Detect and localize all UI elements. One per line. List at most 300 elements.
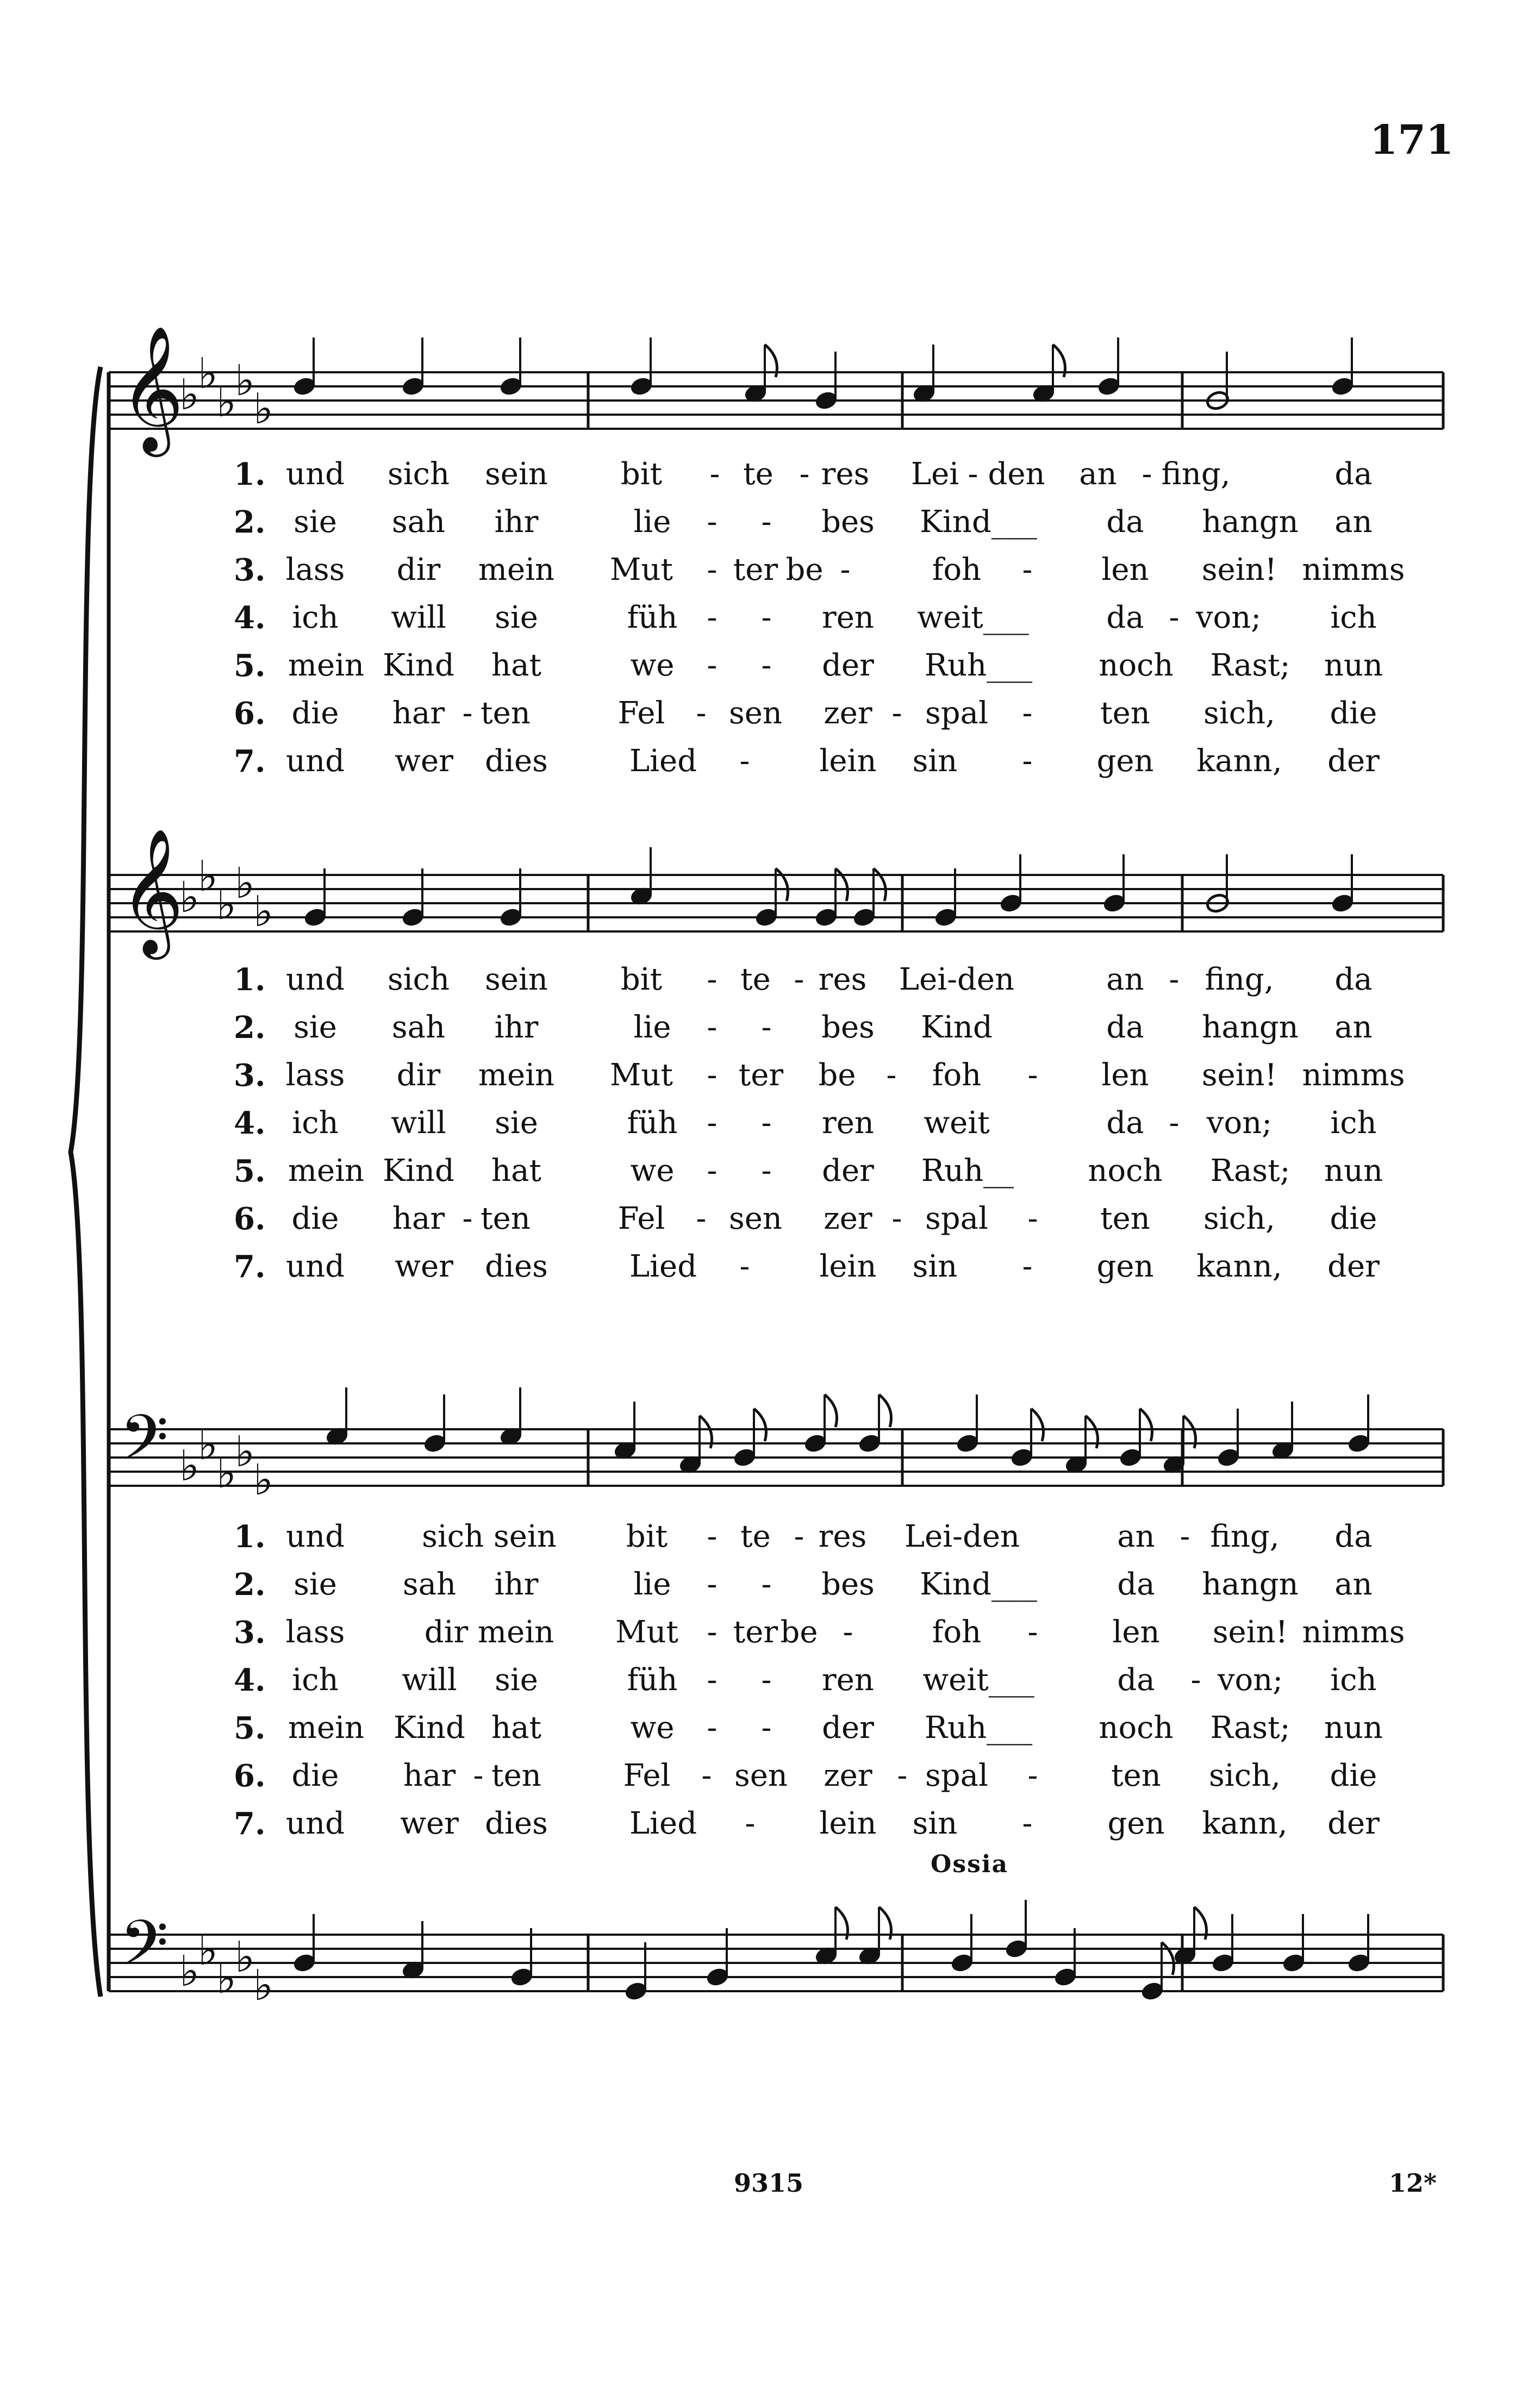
lyric-syllable: von;: [1206, 1105, 1273, 1141]
lyric-syllable: lie: [633, 1567, 671, 1602]
lyric-syllable: Lei-den: [904, 1519, 1020, 1554]
lyric-syllable: -: [843, 1615, 853, 1650]
lyric-syllable: sich,: [1203, 1201, 1275, 1236]
lyric-syllable: sah: [402, 1567, 457, 1602]
flat-icon: ♭: [179, 1442, 199, 1491]
lyric-syllable: sich: [387, 456, 450, 492]
verse-number: 4.: [234, 600, 266, 636]
note-flag: [874, 868, 886, 901]
flat-icon: ♭: [235, 859, 255, 908]
lyric-syllable: die: [1330, 696, 1377, 731]
lyric-syllable: -: [473, 1758, 484, 1793]
lyric-syllable: -: [1180, 1519, 1190, 1554]
lyric-syllable: weit___: [917, 600, 1029, 635]
lyric-syllable: lein: [819, 1249, 877, 1284]
lyric-syllable: weit: [924, 1105, 990, 1141]
lyric-syllable: Ruh___: [924, 1710, 1033, 1746]
verse-number: 3.: [234, 1615, 266, 1650]
bass-staff-2: [109, 1900, 1443, 2010]
lyric-syllable: und: [286, 743, 345, 779]
lyric-syllable: bit: [626, 1519, 668, 1554]
lyric-syllable: -: [794, 1519, 804, 1554]
lyric-syllable: die: [291, 1758, 339, 1793]
lyric-syllable: sein!: [1201, 552, 1277, 587]
lyric-syllable: lein: [819, 743, 877, 779]
flat-icon: ♭: [216, 880, 236, 929]
verse-number: 7.: [234, 1806, 266, 1842]
lyric-syllable: hat: [491, 1153, 541, 1189]
lyric-syllable: der: [822, 1153, 874, 1189]
lyric-syllable: foh: [932, 552, 982, 587]
lyric-syllable: und: [286, 1806, 345, 1841]
lyric-syllable: Rast;: [1210, 1710, 1290, 1746]
lyric-syllable: hangn: [1202, 504, 1299, 540]
lyric-syllable: und: [286, 1519, 345, 1554]
verse-number: 2.: [234, 504, 266, 540]
verse-number: 3.: [234, 552, 266, 588]
lyric-syllable: füh: [627, 600, 678, 635]
lyric-syllable: nun: [1324, 1153, 1383, 1189]
lyric-syllable: ich: [1330, 600, 1377, 635]
lyric-syllable: we: [630, 648, 675, 683]
lyric-syllable: -: [761, 1567, 772, 1602]
lyric-syllable: Kind: [383, 1153, 454, 1189]
lyric-syllable: Fel: [617, 696, 665, 731]
lyric-syllable: -: [1027, 1758, 1038, 1793]
lyric-syllable: noch: [1099, 1710, 1174, 1746]
lyric-syllable: -: [761, 600, 772, 635]
lyric-syllable: sin: [912, 743, 958, 779]
lyric-syllable: Kind: [921, 1010, 993, 1045]
lyric-syllable: len: [1101, 552, 1149, 587]
lyric-syllable: ich: [292, 1105, 339, 1141]
lyric-syllable: -: [709, 456, 720, 492]
lyric-syllable: füh: [627, 1662, 678, 1698]
lyric-syllable: sich: [387, 962, 450, 997]
lyric-syllable: Mut: [610, 1058, 673, 1093]
lyric-syllable: -: [462, 696, 473, 731]
system-brace: [71, 367, 101, 1997]
lyric-syllable: da: [1106, 1105, 1144, 1141]
lyric-syllable: te: [740, 1519, 771, 1554]
verse-number: 2.: [234, 1010, 266, 1046]
flat-icon: ♭: [235, 1933, 255, 1982]
lyric-syllable: mein: [288, 1153, 365, 1189]
lyric-syllable: der: [822, 648, 874, 683]
lyric-syllable: sah: [391, 504, 446, 540]
lyric-syllable: will: [391, 1105, 446, 1141]
verse-number: 4.: [234, 1662, 266, 1698]
lyric-syllable: Kind: [394, 1710, 465, 1746]
lyric-syllable: wer: [395, 1249, 453, 1284]
lyric-syllable: da: [1334, 962, 1373, 997]
verse-number: 6.: [234, 1201, 266, 1237]
lyric-syllable: und: [286, 1249, 345, 1284]
lyric-syllable: -: [761, 1010, 772, 1045]
verse-number: 2.: [234, 1567, 266, 1603]
lyric-syllable: an: [1334, 504, 1373, 540]
lyric-syllable: spal: [925, 696, 988, 731]
lyric-syllable: sin: [912, 1806, 958, 1841]
verse-number: 6.: [234, 1758, 266, 1794]
lyric-syllable: -: [1142, 456, 1152, 492]
lyric-syllable: und: [286, 456, 345, 492]
lyric-syllable: die: [1330, 1758, 1377, 1793]
lyric-syllable: ten: [491, 1758, 541, 1793]
lyric-syllable: fing,: [1205, 962, 1274, 997]
lyric-syllable: -: [761, 1105, 772, 1141]
lyric-syllable: von;: [1195, 600, 1262, 635]
lyric-syllable: res: [821, 456, 870, 492]
lyric-syllable: hat: [491, 1710, 541, 1746]
lyric-syllable: Fel: [623, 1758, 671, 1793]
lyric-syllable: -: [707, 1153, 718, 1189]
lyric-syllable: der: [822, 1710, 874, 1746]
lyric-syllable: sein: [485, 962, 548, 997]
lyric-syllable: sie: [495, 1105, 538, 1141]
lyric-syllable: bit: [620, 456, 663, 492]
lyric-syllable: be: [818, 1058, 856, 1093]
verse-number: 5.: [234, 1710, 266, 1746]
lyric-syllable: da: [1334, 456, 1373, 492]
lyric-syllable: die: [1330, 1201, 1377, 1236]
lyric-syllable: die: [291, 696, 339, 731]
bass-clef-icon: 𝄢: [120, 1907, 169, 1996]
lyric-syllable: an: [1334, 1567, 1373, 1602]
verse-number: 5.: [234, 1153, 266, 1189]
lyric-syllable: -: [1022, 1249, 1033, 1284]
lyric-syllable: ich: [292, 600, 339, 635]
note-flag: [1031, 1409, 1044, 1441]
lyric-syllable: an: [1334, 1010, 1373, 1045]
verse-number: 1.: [234, 962, 266, 998]
lyric-syllable: sie: [495, 600, 538, 635]
lyric-syllable: dir: [396, 1058, 441, 1093]
lyric-syllable: bes: [821, 504, 875, 540]
lyric-syllable: -: [891, 1201, 902, 1236]
flat-icon: ♭: [253, 1961, 273, 2010]
lyric-syllable: nun: [1324, 648, 1383, 683]
lyric-syllable: an: [1079, 456, 1117, 492]
lyric-syllable: we: [630, 1153, 675, 1189]
lyric-syllable: Kind___: [920, 504, 1037, 540]
lyric-syllable: sen: [729, 696, 782, 731]
lyric-syllable: sie: [294, 1010, 337, 1045]
bass-staff-1: [109, 1387, 1443, 1505]
verse-number: 4.: [234, 1105, 266, 1141]
lyric-syllable: gen: [1107, 1806, 1165, 1841]
lyric-syllable: dies: [485, 743, 548, 779]
lyric-syllable: -: [707, 1662, 718, 1698]
lyric-syllable: ten: [1111, 1758, 1161, 1793]
lyric-syllable: foh: [932, 1058, 982, 1093]
lyric-syllable: zer: [824, 1758, 872, 1793]
lyric-syllable: -: [707, 552, 718, 587]
flat-icon: ♭: [253, 887, 273, 936]
lyric-syllable: -: [840, 552, 851, 587]
flat-icon: ♭: [198, 1926, 218, 1975]
lyric-syllable: -: [891, 696, 902, 731]
lyric-syllable: -: [1190, 1662, 1201, 1698]
flat-icon: ♭: [198, 349, 218, 398]
lyric-syllable: -: [761, 1153, 772, 1189]
lyric-syllable: -: [707, 1010, 718, 1045]
lyric-syllable: Ruh___: [924, 648, 1033, 683]
lyric-syllable: sen: [729, 1201, 782, 1236]
lyric-syllable: fing,: [1210, 1519, 1280, 1554]
lyric-syllable: ren: [822, 600, 874, 635]
lyric-syllable: Lied: [629, 1249, 697, 1284]
signature-mark: 12*: [1389, 2168, 1437, 2198]
lyric-syllable: har: [403, 1758, 456, 1793]
lyric-syllable: -: [707, 1058, 718, 1093]
lyric-syllable: sah: [391, 1010, 446, 1045]
lyric-syllable: sich,: [1203, 696, 1275, 731]
flat-icon: ♭: [216, 1954, 236, 2003]
treble-staff-1: [109, 325, 1443, 457]
lyric-syllable: Fel: [617, 1201, 665, 1236]
lyric-syllable: har: [392, 696, 445, 731]
lyric-syllable: sein!: [1201, 1058, 1277, 1093]
lyric-syllable: spal: [925, 1758, 988, 1793]
lyric-syllable: ihr: [494, 1010, 539, 1045]
lyric-syllable: -: [707, 1519, 718, 1554]
lyric-syllable: und: [286, 962, 345, 997]
lyric-syllable: kann,: [1196, 743, 1282, 779]
lyric-syllable: lein: [819, 1806, 877, 1841]
lyric-syllable: mein: [478, 552, 555, 587]
lyric-syllable: -: [1022, 1806, 1033, 1841]
lyric-syllable: lass: [285, 552, 345, 587]
lyric-syllable: ter: [738, 1058, 784, 1093]
lyric-syllable: -: [739, 1249, 750, 1284]
flat-icon: ♭: [198, 1421, 218, 1469]
lyric-syllable: -: [707, 504, 718, 540]
verse-number: 6.: [234, 696, 266, 731]
lyric-syllable: Rast;: [1210, 1153, 1290, 1189]
lyric-syllable: -: [897, 1758, 908, 1793]
lyric-syllable: lie: [633, 504, 671, 540]
lyric-syllable: mein: [478, 1058, 555, 1093]
lyric-syllable: sich sein: [422, 1519, 557, 1554]
lyric-syllable: Kind: [383, 648, 454, 683]
lyric-syllable: wer: [400, 1806, 459, 1841]
system-brace-and-barlines: [71, 367, 109, 1997]
lyric-syllable: -: [761, 504, 772, 540]
bass-clef-icon: 𝄢: [120, 1402, 169, 1490]
lyric-syllable: be: [785, 552, 824, 587]
flat-icon: ♭: [198, 852, 218, 901]
lyric-syllable: bes: [821, 1010, 875, 1045]
lyric-syllable: an: [1117, 1519, 1155, 1554]
lyric-syllable: -: [707, 962, 718, 997]
lyric-syllable: har: [392, 1201, 445, 1236]
verse-number: 5.: [234, 648, 266, 684]
lyric-syllable: will: [391, 600, 446, 635]
lyric-syllable: be: [780, 1615, 818, 1650]
lyric-syllable: -: [701, 1758, 712, 1793]
flat-icon: ♭: [253, 385, 273, 434]
treble-clef-icon: 𝄞: [120, 325, 184, 452]
lyric-syllable: foh: [932, 1615, 982, 1650]
lyric-syllable: fing,: [1161, 456, 1231, 492]
lyric-syllable: ten: [1100, 1201, 1150, 1236]
lyric-syllable: ich: [1330, 1662, 1377, 1698]
lyric-syllable: -: [707, 1105, 718, 1141]
lyric-syllable: noch: [1088, 1153, 1163, 1189]
lyric-syllable: -: [761, 1662, 772, 1698]
lyric-syllable: kann,: [1202, 1806, 1288, 1841]
lyric-syllable: füh: [627, 1105, 678, 1141]
lyric-syllable: hangn: [1202, 1010, 1299, 1045]
lyric-syllable: sen: [734, 1758, 788, 1793]
lyric-syllable: lass: [285, 1615, 345, 1650]
verse-number: 7.: [234, 1249, 266, 1285]
flat-icon: ♭: [235, 1428, 255, 1477]
lyric-syllable: kann,: [1196, 1249, 1282, 1284]
note-flag: [1140, 1409, 1152, 1441]
lyric-syllable: -: [696, 696, 707, 731]
lyric-syllable: -: [799, 456, 810, 492]
lyric-syllable: der: [1327, 1806, 1380, 1841]
lyric-syllable: hangn: [1202, 1567, 1299, 1602]
lyric-syllable: ter: [733, 1615, 778, 1650]
lyric-syllable: -: [707, 1615, 718, 1650]
lyric-syllable: ten: [481, 1201, 531, 1236]
lyric-syllable: sich,: [1209, 1758, 1281, 1793]
lyric-syllable: sie: [294, 504, 337, 540]
lyric-syllable: weit___: [922, 1662, 1034, 1698]
page-number: 171: [1370, 117, 1454, 164]
lyric-syllable: den: [988, 456, 1045, 492]
lyric-syllable: ich: [292, 1662, 339, 1698]
lyric-syllable: die: [291, 1201, 339, 1236]
lyric-syllable: -: [745, 1806, 756, 1841]
flat-icon: ♭: [179, 873, 199, 922]
lyric-syllable: gen: [1096, 1249, 1154, 1284]
lyric-syllable: dir mein: [424, 1615, 554, 1650]
lyric-syllable: ich: [1330, 1105, 1377, 1141]
lyric-syllable: an: [1106, 962, 1144, 997]
lyric-syllable: -: [1027, 1058, 1038, 1093]
lyric-syllable: sin: [912, 1249, 958, 1284]
note-flag: [1162, 1942, 1174, 1975]
flat-icon: ♭: [235, 356, 255, 405]
lyric-syllable: -: [1169, 600, 1180, 635]
lyric-syllable: -: [462, 1201, 473, 1236]
lyric-syllable: -: [707, 600, 718, 635]
lyric-syllable: -: [707, 1710, 718, 1746]
plate-number: 9315: [734, 2168, 804, 2198]
lyric-syllable: nimms: [1302, 1615, 1405, 1650]
lyric-syllable: da: [1117, 1567, 1155, 1602]
flat-icon: ♭: [179, 371, 199, 420]
lyric-syllable: da: [1106, 1010, 1144, 1045]
lyric-syllable: ihr: [494, 504, 539, 540]
lyric-syllable: bit: [620, 962, 663, 997]
lyric-syllable: der: [1327, 1249, 1380, 1284]
lyric-syllable: Rast;: [1210, 648, 1290, 683]
flat-icon: ♭: [216, 378, 236, 427]
lyric-syllable: te: [743, 456, 774, 492]
lyric-syllable: lie: [633, 1010, 671, 1045]
lyric-syllable: te: [740, 962, 771, 997]
lyric-syllable: -: [1169, 962, 1180, 997]
lyric-syllable: len: [1112, 1615, 1160, 1650]
lyric-syllable: ten: [481, 696, 531, 731]
lyric-syllable: nimms: [1302, 552, 1405, 587]
lyric-syllable: noch: [1099, 648, 1174, 683]
note-flag: [879, 1394, 891, 1427]
lyric-syllable: -: [761, 1710, 772, 1746]
lyric-syllable: Kind___: [920, 1567, 1037, 1602]
lyric-syllable: res: [818, 1519, 867, 1554]
lyric-syllable: will: [402, 1662, 457, 1698]
lyric-syllable: hat: [491, 648, 541, 683]
lyric-syllable: res: [818, 962, 867, 997]
lyric-syllable: da: [1106, 600, 1144, 635]
ossia-label: Ossia: [931, 1850, 1009, 1878]
lyric-syllable: da: [1106, 504, 1144, 540]
lyric-syllable: mein: [288, 648, 365, 683]
lyric-syllable: der: [1327, 743, 1380, 779]
note-flag: [754, 1409, 766, 1441]
lyric-syllable: Mut: [615, 1615, 678, 1650]
lyric-syllable: len: [1101, 1058, 1149, 1093]
lyric-syllable: -: [739, 743, 750, 779]
lyric-syllable: da: [1117, 1662, 1155, 1698]
lyric-syllable: zer: [824, 696, 872, 731]
lyric-syllable: Ruh__: [921, 1153, 1014, 1189]
lyric-syllable: spal: [925, 1201, 988, 1236]
lyric-syllable: -: [968, 456, 978, 492]
lyric-syllable: we: [630, 1710, 675, 1746]
lyric-syllable: dies: [485, 1249, 548, 1284]
verse-number: 1.: [234, 1519, 266, 1555]
lyric-syllable: -: [1022, 743, 1033, 779]
lyric-syllable: -: [696, 1201, 707, 1236]
lyric-syllable: -: [1027, 1615, 1038, 1650]
lyric-syllable: -: [1022, 696, 1033, 731]
lyric-syllable: sie: [294, 1567, 337, 1602]
lyric-syllable: wer: [395, 743, 453, 779]
lyric-syllable: -: [794, 962, 804, 997]
lyric-syllable: nimms: [1302, 1058, 1405, 1093]
lyric-syllable: Lied: [629, 743, 697, 779]
lyric-syllable: mein: [288, 1710, 365, 1746]
lyric-syllable: von;: [1217, 1662, 1283, 1698]
lyric-syllable: Lied: [629, 1806, 697, 1841]
verse-number: 1.: [234, 456, 266, 492]
lyric-syllable: da: [1334, 1519, 1373, 1554]
flat-icon: ♭: [253, 1456, 273, 1505]
treble-staff-2: [109, 828, 1443, 960]
verse-number: 3.: [234, 1058, 266, 1093]
lyric-syllable: nun: [1324, 1710, 1383, 1746]
lyric-syllable: gen: [1096, 743, 1154, 779]
lyric-syllable: Lei: [910, 456, 959, 492]
lyric-syllable: bes: [821, 1567, 875, 1602]
lyric-syllable: sein: [485, 456, 548, 492]
lyric-syllable: ten: [1100, 696, 1150, 731]
lyric-syllable: -: [886, 1058, 897, 1093]
note-flag: [825, 1394, 837, 1427]
lyric-syllable: ren: [822, 1105, 874, 1141]
lyric-syllable: -: [707, 648, 718, 683]
treble-clef-icon: 𝄞: [120, 828, 184, 954]
lyric-syllable: dir: [396, 552, 441, 587]
lyric-syllable: -: [1027, 1201, 1038, 1236]
